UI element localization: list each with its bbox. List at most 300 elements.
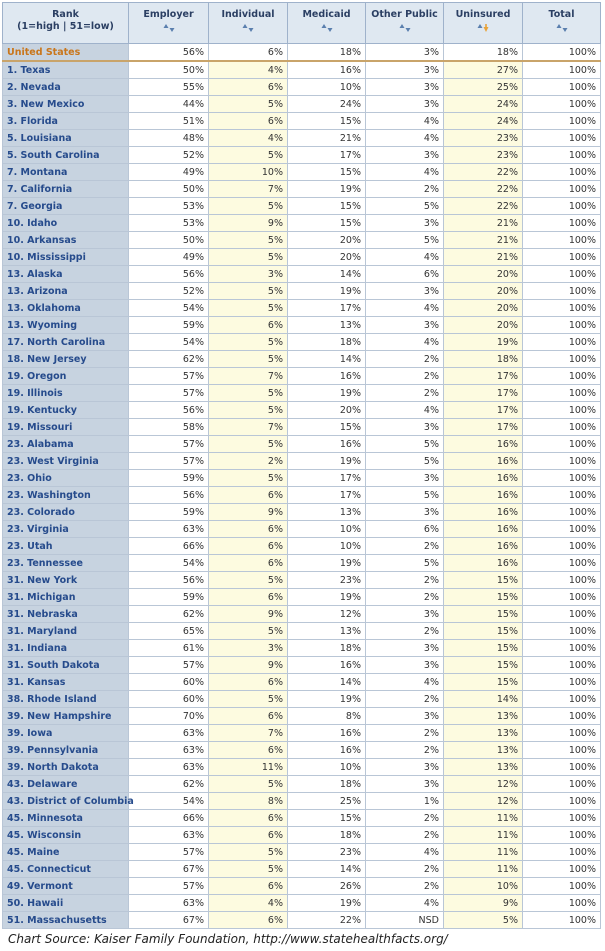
employer-cell: 56%	[129, 572, 209, 589]
state-rank-cell[interactable]: 31. New York	[3, 572, 129, 589]
header-individual[interactable]	[209, 3, 288, 44]
uninsured-cell: 15%	[444, 657, 523, 674]
other-public-cell: 3%	[366, 61, 444, 79]
other-public-cell: 4%	[366, 334, 444, 351]
medicaid-cell: 19%	[288, 555, 366, 572]
other-public-cell: 2%	[366, 368, 444, 385]
state-rank-cell[interactable]: 23. Tennessee	[3, 555, 129, 572]
individual-cell: 4%	[209, 130, 288, 147]
uninsured-cell: 15%	[444, 640, 523, 657]
table-row	[3, 249, 601, 266]
other-public-cell: 3%	[366, 79, 444, 96]
table-row	[3, 385, 601, 402]
table-row	[3, 776, 601, 793]
total-cell: 100%	[523, 572, 601, 589]
other-public-cell: 5%	[366, 453, 444, 470]
employer-cell: 60%	[129, 674, 209, 691]
other-public-cell: 3%	[366, 317, 444, 334]
uninsured-cell: 16%	[444, 521, 523, 538]
us-uninsured-cell: 18%	[444, 44, 523, 62]
state-rank-cell[interactable]: 23. Virginia	[3, 521, 129, 538]
uninsured-cell: 23%	[444, 147, 523, 164]
employer-cell: 62%	[129, 776, 209, 793]
state-rank-cell[interactable]: 31. South Dakota	[3, 657, 129, 674]
individual-cell: 7%	[209, 368, 288, 385]
state-rank-cell[interactable]: 23. Ohio	[3, 470, 129, 487]
total-cell: 100%	[523, 96, 601, 113]
state-rank-cell[interactable]: 19. Kentucky	[3, 402, 129, 419]
medicaid-cell: 23%	[288, 844, 366, 861]
uninsured-cell: 22%	[444, 164, 523, 181]
state-rank-cell[interactable]: 13. Oklahoma	[3, 300, 129, 317]
state-rank-cell[interactable]: 31. Indiana	[3, 640, 129, 657]
state-rank-cell[interactable]: 39. Iowa	[3, 725, 129, 742]
state-rank-cell[interactable]: 7. California	[3, 181, 129, 198]
other-public-cell: 2%	[366, 589, 444, 606]
individual-cell: 5%	[209, 147, 288, 164]
medicaid-cell: 25%	[288, 793, 366, 810]
medicaid-cell: 14%	[288, 861, 366, 878]
header-rank-sublabel: (1=high | 51=low)	[17, 21, 114, 32]
sort-arrows-icon[interactable]	[320, 23, 334, 33]
medicaid-cell: 19%	[288, 691, 366, 708]
other-public-cell: 3%	[366, 708, 444, 725]
total-cell: 100%	[523, 368, 601, 385]
total-cell: 100%	[523, 538, 601, 555]
individual-cell: 6%	[209, 674, 288, 691]
individual-cell: 6%	[209, 878, 288, 895]
total-cell: 100%	[523, 249, 601, 266]
state-rank-cell[interactable]: 23. Colorado	[3, 504, 129, 521]
uninsured-cell: 15%	[444, 623, 523, 640]
uninsured-cell: 15%	[444, 589, 523, 606]
header-employer[interactable]	[129, 3, 209, 44]
other-public-cell: 1%	[366, 793, 444, 810]
state-rank-cell[interactable]: 10. Mississippi	[3, 249, 129, 266]
chart-source-caption: Chart Source: Kaiser Family Foundation, http://www.statehealthfacts.org/	[8, 932, 448, 946]
table-row	[3, 113, 601, 130]
state-rank-cell[interactable]: 19. Oregon	[3, 368, 129, 385]
us-employer-cell: 56%	[129, 44, 209, 62]
total-cell: 100%	[523, 147, 601, 164]
us-other-public-cell: 3%	[366, 44, 444, 62]
state-rank-cell[interactable]: 39. Pennsylvania	[3, 742, 129, 759]
medicaid-cell: 19%	[288, 385, 366, 402]
uninsured-cell: 17%	[444, 385, 523, 402]
total-cell: 100%	[523, 232, 601, 249]
medicaid-cell: 14%	[288, 351, 366, 368]
other-public-cell: 3%	[366, 776, 444, 793]
individual-cell: 5%	[209, 691, 288, 708]
individual-cell: 9%	[209, 657, 288, 674]
total-cell: 100%	[523, 793, 601, 810]
other-public-cell: 2%	[366, 572, 444, 589]
header-uninsured-label: Uninsured	[455, 9, 511, 20]
total-cell: 100%	[523, 419, 601, 436]
uninsured-cell: 14%	[444, 691, 523, 708]
state-rank-cell[interactable]: 31. Kansas	[3, 674, 129, 691]
table-row	[3, 538, 601, 555]
state-rank-cell[interactable]: 45. Maine	[3, 844, 129, 861]
uninsured-cell: 11%	[444, 861, 523, 878]
state-rank-cell[interactable]: 23. Alabama	[3, 436, 129, 453]
state-rank-cell[interactable]: 3. New Mexico	[3, 96, 129, 113]
table-row	[3, 130, 601, 147]
medicaid-cell: 19%	[288, 453, 366, 470]
employer-cell: 62%	[129, 351, 209, 368]
table-row	[3, 606, 601, 623]
individual-cell: 6%	[209, 317, 288, 334]
total-cell: 100%	[523, 844, 601, 861]
employer-cell: 59%	[129, 589, 209, 606]
uninsured-cell: 11%	[444, 844, 523, 861]
individual-cell: 6%	[209, 555, 288, 572]
medicaid-cell: 16%	[288, 742, 366, 759]
total-cell: 100%	[523, 283, 601, 300]
employer-cell: 62%	[129, 606, 209, 623]
other-public-cell: 3%	[366, 504, 444, 521]
uninsured-cell: 16%	[444, 436, 523, 453]
insurance-coverage-table	[2, 2, 601, 929]
uninsured-cell: 19%	[444, 334, 523, 351]
header-uninsured[interactable]	[444, 3, 523, 44]
uninsured-cell: 16%	[444, 470, 523, 487]
medicaid-cell: 23%	[288, 572, 366, 589]
other-public-cell: 2%	[366, 725, 444, 742]
individual-cell: 4%	[209, 61, 288, 79]
total-cell: 100%	[523, 334, 601, 351]
medicaid-cell: 17%	[288, 470, 366, 487]
total-cell: 100%	[523, 742, 601, 759]
uninsured-cell: 20%	[444, 283, 523, 300]
individual-cell: 7%	[209, 181, 288, 198]
table-row	[3, 487, 601, 504]
medicaid-cell: 18%	[288, 827, 366, 844]
total-cell: 100%	[523, 708, 601, 725]
header-rank[interactable]	[3, 3, 129, 44]
total-cell: 100%	[523, 79, 601, 96]
state-rank-cell[interactable]: 31. Nebraska	[3, 606, 129, 623]
uninsured-cell: 20%	[444, 266, 523, 283]
other-public-cell: 2%	[366, 742, 444, 759]
individual-cell: 5%	[209, 623, 288, 640]
table-row	[3, 912, 601, 929]
uninsured-cell: 21%	[444, 249, 523, 266]
uninsured-cell: 23%	[444, 130, 523, 147]
employer-cell: 57%	[129, 436, 209, 453]
state-rank-cell[interactable]: 38. Rhode Island	[3, 691, 129, 708]
individual-cell: 5%	[209, 844, 288, 861]
individual-cell: 5%	[209, 96, 288, 113]
individual-cell: 5%	[209, 436, 288, 453]
state-rank-cell[interactable]: 23. West Virginia	[3, 453, 129, 470]
header-other-public[interactable]	[366, 3, 444, 44]
employer-cell: 48%	[129, 130, 209, 147]
total-cell: 100%	[523, 521, 601, 538]
total-cell: 100%	[523, 181, 601, 198]
employer-cell: 67%	[129, 861, 209, 878]
individual-cell: 4%	[209, 895, 288, 912]
uninsured-cell: 10%	[444, 878, 523, 895]
individual-cell: 5%	[209, 232, 288, 249]
state-rank-cell[interactable]: 45. Connecticut	[3, 861, 129, 878]
other-public-cell: 3%	[366, 419, 444, 436]
individual-cell: 6%	[209, 487, 288, 504]
state-rank-cell[interactable]: 39. New Hampshire	[3, 708, 129, 725]
table-row	[3, 402, 601, 419]
medicaid-cell: 16%	[288, 61, 366, 79]
employer-cell: 51%	[129, 113, 209, 130]
table-row	[3, 623, 601, 640]
employer-cell: 55%	[129, 79, 209, 96]
state-rank-cell[interactable]: 45. Minnesota	[3, 810, 129, 827]
individual-cell: 6%	[209, 912, 288, 929]
employer-cell: 50%	[129, 61, 209, 79]
sort-active-icon[interactable]	[476, 23, 490, 33]
table-row	[3, 215, 601, 232]
table-row	[3, 453, 601, 470]
state-rank-cell[interactable]: 43. Delaware	[3, 776, 129, 793]
table-row	[3, 368, 601, 385]
state-rank-cell[interactable]: 10. Arkansas	[3, 232, 129, 249]
uninsured-cell: 20%	[444, 317, 523, 334]
insurance-table-container	[2, 2, 600, 929]
state-rank-cell[interactable]: 5. South Carolina	[3, 147, 129, 164]
individual-cell: 5%	[209, 300, 288, 317]
us-individual-cell: 6%	[209, 44, 288, 62]
employer-cell: 66%	[129, 810, 209, 827]
header-total[interactable]	[523, 3, 601, 44]
individual-cell: 8%	[209, 793, 288, 810]
total-cell: 100%	[523, 589, 601, 606]
sort-arrows-icon[interactable]	[555, 23, 569, 33]
state-rank-cell[interactable]: 23. Utah	[3, 538, 129, 555]
individual-cell: 6%	[209, 521, 288, 538]
individual-cell: 6%	[209, 538, 288, 555]
medicaid-cell: 8%	[288, 708, 366, 725]
uninsured-cell: 18%	[444, 351, 523, 368]
medicaid-cell: 15%	[288, 810, 366, 827]
other-public-cell: 4%	[366, 844, 444, 861]
total-cell: 100%	[523, 317, 601, 334]
employer-cell: 53%	[129, 215, 209, 232]
uninsured-cell: 25%	[444, 79, 523, 96]
other-public-cell: 2%	[366, 623, 444, 640]
other-public-cell: 3%	[366, 657, 444, 674]
medicaid-cell: 12%	[288, 606, 366, 623]
total-cell: 100%	[523, 878, 601, 895]
individual-cell: 5%	[209, 861, 288, 878]
total-cell: 100%	[523, 487, 601, 504]
medicaid-cell: 17%	[288, 487, 366, 504]
state-rank-cell[interactable]: 13. Alaska	[3, 266, 129, 283]
table-row	[3, 61, 601, 79]
uninsured-cell: 16%	[444, 538, 523, 555]
medicaid-cell: 10%	[288, 759, 366, 776]
table-row	[3, 742, 601, 759]
uninsured-cell: 16%	[444, 487, 523, 504]
sort-arrows-icon[interactable]	[162, 23, 176, 33]
other-public-cell: 3%	[366, 640, 444, 657]
total-cell: 100%	[523, 674, 601, 691]
us-row-label[interactable]: United States	[3, 44, 129, 62]
medicaid-cell: 15%	[288, 198, 366, 215]
total-cell: 100%	[523, 504, 601, 521]
other-public-cell: 4%	[366, 249, 444, 266]
other-public-cell: 3%	[366, 215, 444, 232]
table-row	[3, 504, 601, 521]
table-row	[3, 827, 601, 844]
table-row	[3, 181, 601, 198]
total-cell: 100%	[523, 402, 601, 419]
total-cell: 100%	[523, 555, 601, 572]
uninsured-cell: 21%	[444, 215, 523, 232]
state-rank-cell[interactable]: 7. Georgia	[3, 198, 129, 215]
medicaid-cell: 20%	[288, 402, 366, 419]
employer-cell: 67%	[129, 912, 209, 929]
state-rank-cell[interactable]: 31. Michigan	[3, 589, 129, 606]
individual-cell: 11%	[209, 759, 288, 776]
table-row	[3, 198, 601, 215]
state-rank-cell[interactable]: 17. North Carolina	[3, 334, 129, 351]
uninsured-cell: 24%	[444, 113, 523, 130]
state-rank-cell[interactable]: 31. Maryland	[3, 623, 129, 640]
uninsured-cell: 12%	[444, 776, 523, 793]
individual-cell: 9%	[209, 606, 288, 623]
state-rank-cell[interactable]: 13. Wyoming	[3, 317, 129, 334]
state-rank-cell[interactable]: 23. Washington	[3, 487, 129, 504]
state-rank-cell[interactable]: 2. Nevada	[3, 79, 129, 96]
table-body	[3, 44, 601, 929]
header-medicaid[interactable]	[288, 3, 366, 44]
uninsured-cell: 15%	[444, 572, 523, 589]
state-rank-cell[interactable]: 7. Montana	[3, 164, 129, 181]
uninsured-cell: 15%	[444, 606, 523, 623]
table-row	[3, 436, 601, 453]
employer-cell: 57%	[129, 385, 209, 402]
other-public-cell: 6%	[366, 266, 444, 283]
other-public-cell: 2%	[366, 351, 444, 368]
table-row	[3, 691, 601, 708]
other-public-cell: 4%	[366, 674, 444, 691]
employer-cell: 65%	[129, 623, 209, 640]
us-medicaid-cell: 18%	[288, 44, 366, 62]
state-rank-cell[interactable]: 49. Vermont	[3, 878, 129, 895]
table-row	[3, 470, 601, 487]
employer-cell: 52%	[129, 283, 209, 300]
state-rank-cell[interactable]: 19. Missouri	[3, 419, 129, 436]
employer-cell: 50%	[129, 232, 209, 249]
employer-cell: 57%	[129, 878, 209, 895]
individual-cell: 5%	[209, 402, 288, 419]
employer-cell: 59%	[129, 470, 209, 487]
medicaid-cell: 16%	[288, 657, 366, 674]
state-rank-cell[interactable]: 1. Texas	[3, 61, 129, 79]
employer-cell: 56%	[129, 266, 209, 283]
employer-cell: 66%	[129, 538, 209, 555]
medicaid-cell: 16%	[288, 725, 366, 742]
sort-arrows-icon[interactable]	[241, 23, 255, 33]
uninsured-cell: 16%	[444, 555, 523, 572]
uninsured-cell: 24%	[444, 96, 523, 113]
table-row	[3, 79, 601, 96]
table-row	[3, 878, 601, 895]
employer-cell: 63%	[129, 725, 209, 742]
other-public-cell: 2%	[366, 385, 444, 402]
other-public-cell: 3%	[366, 470, 444, 487]
employer-cell: 59%	[129, 317, 209, 334]
state-rank-cell[interactable]: 18. New Jersey	[3, 351, 129, 368]
individual-cell: 5%	[209, 572, 288, 589]
table-row	[3, 232, 601, 249]
state-rank-cell[interactable]: 51. Massachusetts	[3, 912, 129, 929]
total-cell: 100%	[523, 130, 601, 147]
individual-cell: 5%	[209, 249, 288, 266]
uninsured-cell: 11%	[444, 827, 523, 844]
medicaid-cell: 21%	[288, 130, 366, 147]
employer-cell: 63%	[129, 521, 209, 538]
state-rank-cell[interactable]: 50. Hawaii	[3, 895, 129, 912]
other-public-cell: 2%	[366, 810, 444, 827]
medicaid-cell: 17%	[288, 147, 366, 164]
table-row	[3, 147, 601, 164]
employer-cell: 63%	[129, 742, 209, 759]
table-row	[3, 895, 601, 912]
employer-cell: 54%	[129, 334, 209, 351]
uninsured-cell: 17%	[444, 419, 523, 436]
total-cell: 100%	[523, 895, 601, 912]
state-rank-cell[interactable]: 43. District of Columbia	[3, 793, 129, 810]
table-row	[3, 283, 601, 300]
total-cell: 100%	[523, 61, 601, 79]
state-rank-cell[interactable]: 45. Wisconsin	[3, 827, 129, 844]
state-rank-cell[interactable]: 10. Idaho	[3, 215, 129, 232]
state-rank-cell[interactable]: 19. Illinois	[3, 385, 129, 402]
sort-arrows-icon[interactable]	[398, 23, 412, 33]
total-cell: 100%	[523, 198, 601, 215]
uninsured-cell: 11%	[444, 810, 523, 827]
uninsured-cell: 13%	[444, 759, 523, 776]
state-rank-cell[interactable]: 13. Arizona	[3, 283, 129, 300]
employer-cell: 50%	[129, 181, 209, 198]
employer-cell: 54%	[129, 300, 209, 317]
table-row	[3, 317, 601, 334]
medicaid-cell: 26%	[288, 878, 366, 895]
total-cell: 100%	[523, 266, 601, 283]
medicaid-cell: 13%	[288, 504, 366, 521]
individual-cell: 5%	[209, 283, 288, 300]
table-row	[3, 708, 601, 725]
table-row	[3, 793, 601, 810]
uninsured-cell: 15%	[444, 674, 523, 691]
employer-cell: 57%	[129, 844, 209, 861]
uninsured-cell: 13%	[444, 725, 523, 742]
employer-cell: 58%	[129, 419, 209, 436]
state-rank-cell[interactable]: 39. North Dakota	[3, 759, 129, 776]
employer-cell: 56%	[129, 487, 209, 504]
table-row	[3, 810, 601, 827]
total-cell: 100%	[523, 810, 601, 827]
individual-cell: 5%	[209, 470, 288, 487]
medicaid-cell: 19%	[288, 589, 366, 606]
other-public-cell: 2%	[366, 827, 444, 844]
employer-cell: 61%	[129, 640, 209, 657]
us-total-cell: 100%	[523, 44, 601, 62]
state-rank-cell[interactable]: 3. Florida	[3, 113, 129, 130]
state-rank-cell[interactable]: 5. Louisiana	[3, 130, 129, 147]
table-row	[3, 759, 601, 776]
other-public-cell: 3%	[366, 96, 444, 113]
